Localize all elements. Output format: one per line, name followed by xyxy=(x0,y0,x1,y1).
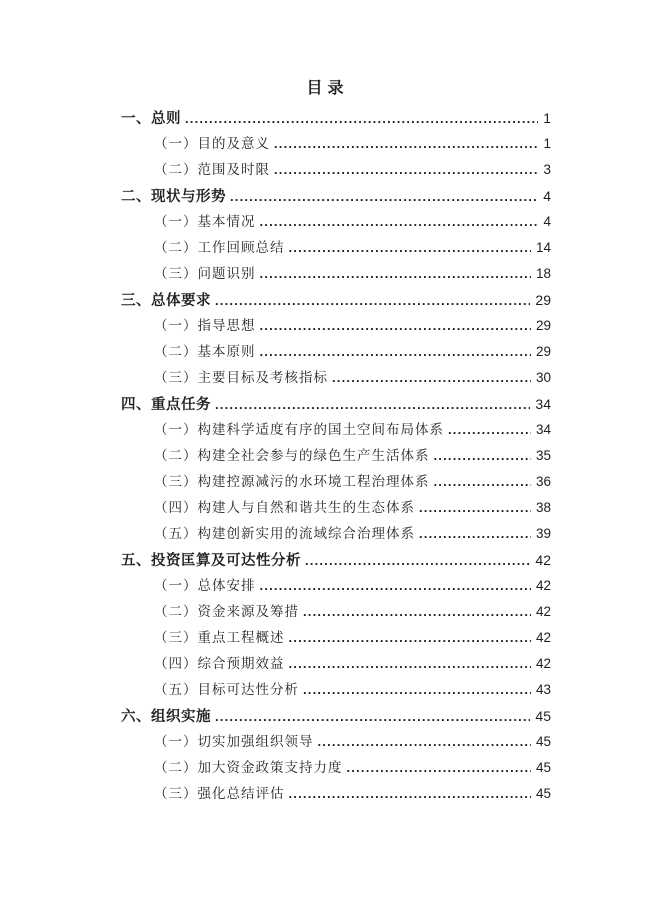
toc-entry xyxy=(121,729,551,755)
dot-leader xyxy=(303,599,531,625)
toc-entry xyxy=(121,573,551,599)
toc-entry xyxy=(121,391,551,417)
toc-entry-label: （四）构建人与自然和谐共生的生态体系 xyxy=(154,500,415,515)
dot-leader xyxy=(434,443,531,469)
toc-entry xyxy=(121,469,551,495)
toc-entry-page: 34 xyxy=(535,396,551,412)
toc-entry xyxy=(121,131,551,157)
toc-entry-page: 1 xyxy=(543,110,551,126)
toc-entry-page: 3 xyxy=(543,162,551,177)
toc-entry xyxy=(121,443,551,469)
toc-entry xyxy=(121,235,551,261)
toc-entry xyxy=(121,625,551,651)
toc-entry-label: 五、投资匡算及可达性分析 xyxy=(121,553,301,569)
toc-entry-label: （二）工作回顾总结 xyxy=(154,240,285,255)
toc-entry-page: 34 xyxy=(535,422,551,437)
toc-entry-label: （三）构建控源减污的水环境工程治理体系 xyxy=(154,474,430,489)
toc-entry-label: （一）构建科学适度有序的国土空间布局体系 xyxy=(154,422,444,437)
toc-entry-page: 4 xyxy=(543,214,551,229)
dot-leader xyxy=(215,392,530,418)
toc-entry-page: 45 xyxy=(535,708,551,724)
dot-leader xyxy=(332,365,531,391)
toc-entry-page: 29 xyxy=(535,344,551,359)
dot-leader xyxy=(434,469,531,495)
toc-entry-page: 45 xyxy=(535,786,551,801)
toc-entry-label: （二）基本原则 xyxy=(154,344,256,359)
toc-entry xyxy=(121,417,551,443)
toc-entry-page: 39 xyxy=(535,526,551,541)
toc-entry-label: 六、组织实施 xyxy=(121,709,211,725)
dot-leader xyxy=(274,157,538,183)
toc-entry-label: （三）强化总结评估 xyxy=(154,786,285,801)
toc-entry-label: 三、总体要求 xyxy=(121,293,211,309)
toc-entry-label: 四、重点任务 xyxy=(121,397,211,413)
toc-entry-page: 42 xyxy=(535,552,551,568)
dot-leader xyxy=(289,651,531,677)
toc-entry xyxy=(121,261,551,287)
dot-leader xyxy=(215,704,530,730)
toc-entry-label: （二）范围及时限 xyxy=(154,162,270,177)
toc-entry xyxy=(121,105,551,131)
dot-leader xyxy=(305,548,530,574)
toc-entry-label: 一、总则 xyxy=(121,111,181,127)
toc-entry-page: 42 xyxy=(535,578,551,593)
toc-entry-label: （一）总体安排 xyxy=(154,578,256,593)
toc-entry-page: 18 xyxy=(535,266,551,281)
toc-entry-label: （三）重点工程概述 xyxy=(154,630,285,645)
toc-entry xyxy=(121,495,551,521)
dot-leader xyxy=(260,573,531,599)
toc-entry-label: （一）指导思想 xyxy=(154,318,256,333)
dot-leader xyxy=(289,781,531,807)
toc-entry xyxy=(121,287,551,313)
dot-leader xyxy=(303,677,531,703)
toc-entry-label: （三）问题识别 xyxy=(154,266,256,281)
dot-leader xyxy=(289,235,531,261)
toc-entry-label: （一）切实加强组织领导 xyxy=(154,734,314,749)
toc-entry xyxy=(121,313,551,339)
dot-leader xyxy=(215,288,530,314)
dot-leader xyxy=(318,729,531,755)
toc-list xyxy=(121,105,551,807)
toc-entry-label: （五）目标可达性分析 xyxy=(154,682,299,697)
toc-entry-page: 29 xyxy=(535,292,551,308)
toc-entry xyxy=(121,183,551,209)
toc-entry-page: 14 xyxy=(535,240,551,255)
toc-entry xyxy=(121,703,551,729)
toc-entry xyxy=(121,599,551,625)
dot-leader xyxy=(260,339,531,365)
toc-entry-page: 35 xyxy=(535,448,551,463)
toc-entry xyxy=(121,677,551,703)
toc-entry xyxy=(121,651,551,677)
toc-entry xyxy=(121,209,551,235)
toc-entry-label: （二）构建全社会参与的绿色生产生活体系 xyxy=(154,448,430,463)
toc-entry-page: 42 xyxy=(535,630,551,645)
toc-entry-page: 42 xyxy=(535,656,551,671)
toc-entry-page: 36 xyxy=(535,474,551,489)
dot-leader xyxy=(260,209,539,235)
dot-leader xyxy=(347,755,531,781)
dot-leader xyxy=(419,521,531,547)
toc-entry-page: 1 xyxy=(543,136,551,151)
dot-leader xyxy=(260,261,531,287)
toc-entry xyxy=(121,547,551,573)
toc-entry-page: 30 xyxy=(535,370,551,385)
toc-entry-page: 29 xyxy=(535,318,551,333)
toc-entry-page: 45 xyxy=(535,760,551,775)
dot-leader xyxy=(185,106,538,132)
toc-entry xyxy=(121,339,551,365)
toc-entry xyxy=(121,157,551,183)
toc-entry xyxy=(121,755,551,781)
toc-entry xyxy=(121,781,551,807)
toc-entry-label: （一）基本情况 xyxy=(154,214,256,229)
toc-entry-label: （二）资金来源及筹措 xyxy=(154,604,299,619)
toc-entry-page: 4 xyxy=(543,188,551,204)
toc-entry-page: 43 xyxy=(535,682,551,697)
dot-leader xyxy=(448,417,531,443)
dot-leader xyxy=(419,495,531,521)
toc-entry-label: （四）综合预期效益 xyxy=(154,656,285,671)
toc-entry-page: 42 xyxy=(535,604,551,619)
toc-entry xyxy=(121,365,551,391)
page-title: 目录 xyxy=(306,80,349,97)
dot-leader xyxy=(230,184,538,210)
toc-entry-label: （一）目的及意义 xyxy=(154,136,270,151)
toc-entry-label: 二、现状与形势 xyxy=(121,189,226,205)
dot-leader xyxy=(289,625,531,651)
toc-entry-label: （五）构建创新实用的流域综合治理体系 xyxy=(154,526,415,541)
dot-leader xyxy=(274,131,538,157)
toc-entry xyxy=(121,521,551,547)
toc-entry-label: （二）加大资金政策支持力度 xyxy=(154,760,343,775)
toc-entry-page: 38 xyxy=(535,500,551,515)
toc-entry-page: 45 xyxy=(535,734,551,749)
dot-leader xyxy=(260,313,531,339)
toc-entry-label: （三）主要目标及考核指标 xyxy=(154,370,328,385)
